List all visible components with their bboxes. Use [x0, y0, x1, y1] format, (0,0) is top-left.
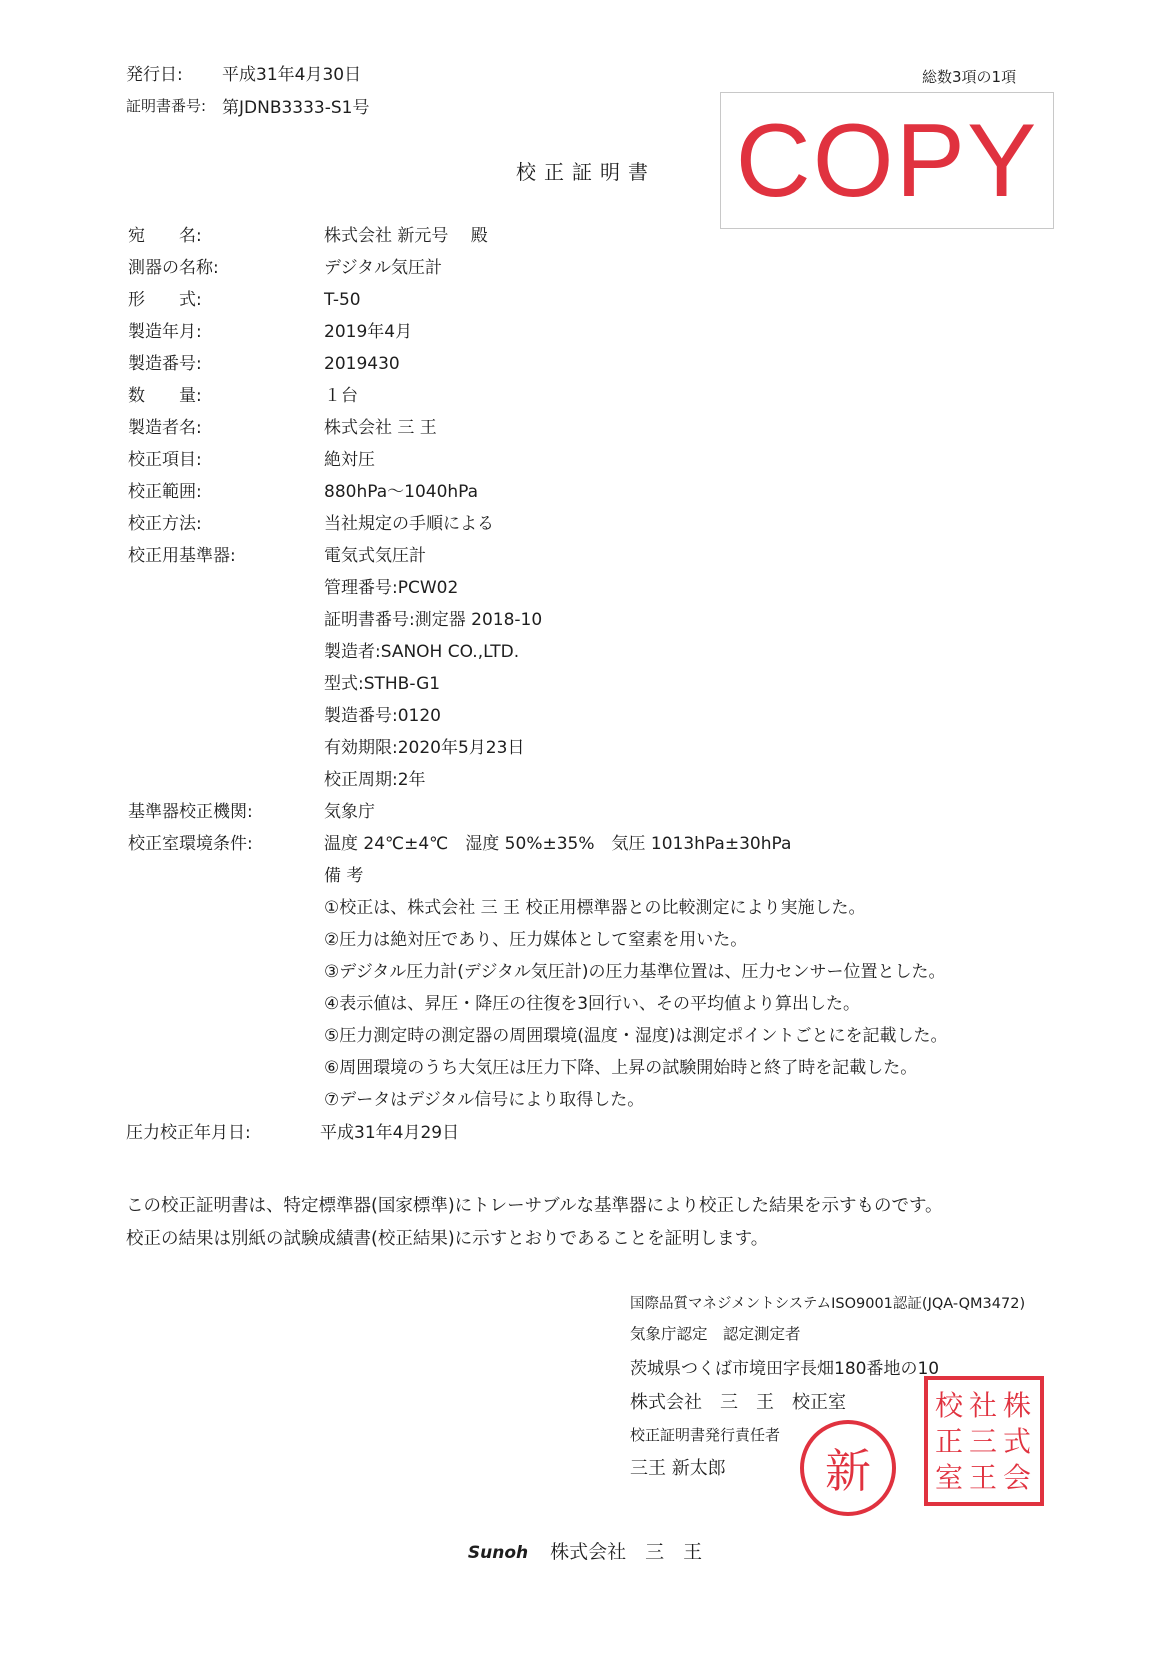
issuer-jma: 気象庁認定 認定測定者 — [630, 1325, 801, 1343]
company-seal-col: 株式会 — [1002, 1389, 1031, 1494]
field-value: 株式会社 三 王 — [324, 418, 437, 438]
issuer-company: 株式会社 三 王 校正室 — [630, 1392, 846, 1413]
issuer-responsible-name: 三王 新太郎 — [630, 1458, 726, 1479]
calibration-date-label: 圧力校正年月日: — [126, 1123, 251, 1143]
issuer-address: 茨城県つくば市境田字長畑180番地の10 — [630, 1359, 940, 1379]
field-value: 電気式気圧計 — [324, 546, 426, 566]
personal-seal-char: 新 — [825, 1444, 871, 1498]
field-value: 株式会社 新元号 殿 — [324, 226, 488, 246]
statement-line: 校正の結果は別紙の試験成績書(校正結果)に示すとおりであることを証明します。 — [126, 1229, 769, 1249]
cert-no: 第JDNB3333-S1号 — [222, 98, 370, 118]
field-label: 測器の名称: — [128, 258, 219, 278]
field-value: 絶対圧 — [324, 450, 375, 470]
field-label: 製造者名: — [128, 418, 202, 438]
issuer-responsible-title: 校正証明書発行責任者 — [630, 1426, 781, 1444]
issuer-iso: 国際品質マネジメントシステムISO9001認証(JQA-QM3472) — [630, 1296, 1026, 1312]
standard-detail: 製造者:SANOH CO.,LTD. — [324, 642, 520, 662]
remarks-title: 備 考 — [324, 866, 364, 886]
standard-detail: 製造番号:0120 — [324, 706, 441, 726]
standard-detail: 有効期限:2020年5月23日 — [324, 738, 525, 758]
footer-company: 株式会社 三 王 — [550, 1541, 703, 1563]
remark-item: ①校正は、株式会社 三 王 校正用標準器との比較測定により実施した。 — [324, 898, 866, 918]
field-label: 校正項目: — [128, 450, 202, 470]
remark-item: ⑤圧力測定時の測定器の周囲環境(温度・湿度)は測定ポイントごとにを記載した。 — [324, 1026, 948, 1046]
remark-item: ⑦データはデジタル信号により取得した。 — [324, 1090, 645, 1110]
remark-item: ③デジタル圧力計(デジタル気圧計)の圧力基準位置は、圧力センサー位置とした。 — [324, 962, 946, 982]
field-label: 校正範囲: — [128, 482, 202, 502]
document-title: 校正証明書 — [516, 160, 656, 184]
standard-detail: 型式:STHB-G1 — [324, 674, 441, 694]
copy-stamp-text: COPY — [735, 102, 1039, 219]
company-seal-col: 校正室 — [934, 1389, 963, 1494]
issue-date: 平成31年4月30日 — [222, 65, 362, 85]
standard-detail: 証明書番号:測定器 2018-10 — [324, 610, 543, 630]
company-seal — [924, 1376, 1044, 1506]
cert-no-label: 証明書番号: — [126, 97, 207, 115]
field-value: １台 — [324, 386, 358, 406]
company-logo: Sunoh — [467, 1543, 529, 1563]
copy-stamp — [720, 92, 1054, 229]
company-seal-col: 社三王 — [968, 1389, 997, 1494]
standard-org-label: 基準器校正機関: — [128, 802, 253, 822]
environment-label: 校正室環境条件: — [128, 834, 253, 854]
remark-item: ④表示値は、昇圧・降圧の往復を3回行い、その平均値より算出した。 — [324, 994, 861, 1014]
issue-date-label: 発行日: — [126, 65, 183, 85]
standard-org-value: 気象庁 — [324, 802, 375, 822]
field-value: 2019430 — [324, 354, 400, 374]
field-label: 製造番号: — [128, 354, 202, 374]
field-value: デジタル気圧計 — [324, 258, 442, 278]
calibration-date-value: 平成31年4月29日 — [320, 1123, 460, 1143]
remark-item: ⑥周囲環境のうち大気圧は圧力下降、上昇の試験開始時と終了時を記載した。 — [324, 1058, 918, 1078]
standard-detail: 管理番号:PCW02 — [324, 578, 459, 598]
page-count: 総数3項の1項 — [922, 68, 1017, 86]
standard-detail: 校正周期:2年 — [324, 770, 426, 790]
field-label: 校正用基準器: — [128, 546, 236, 566]
statement-line: この校正証明書は、特定標準器(国家標準)にトレーサブルな基準器により校正した結果を示すものです。 — [126, 1196, 943, 1216]
field-value: 880hPa～1040hPa — [324, 482, 479, 502]
environment-value: 温度 24℃±4℃ 湿度 50%±35% 気圧 1013hPa±30hPa — [324, 834, 792, 854]
remark-item: ②圧力は絶対圧であり、圧力媒体として窒素を用いた。 — [324, 930, 748, 950]
footer — [0, 1537, 1170, 1564]
field-label: 数 量: — [128, 386, 202, 406]
field-label: 校正方法: — [128, 514, 202, 534]
field-label: 宛 名: — [128, 226, 202, 246]
personal-seal — [800, 1420, 896, 1516]
field-label: 形 式: — [128, 290, 202, 310]
field-value: T-50 — [324, 290, 361, 310]
field-label: 製造年月: — [128, 322, 202, 342]
field-value: 2019年4月 — [324, 322, 413, 342]
field-value: 当社規定の手順による — [324, 514, 494, 534]
